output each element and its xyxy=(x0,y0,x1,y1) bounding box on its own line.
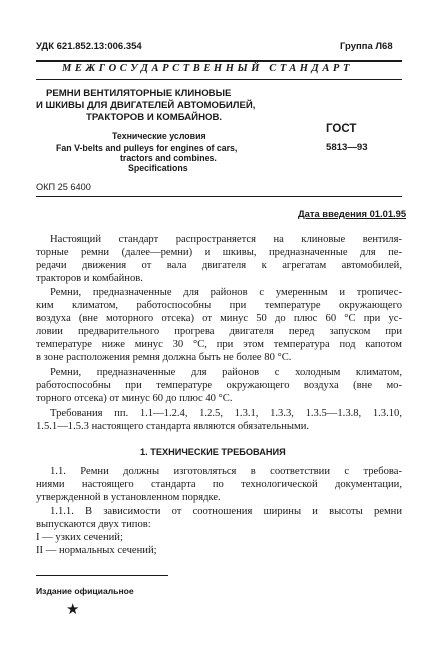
moderate-climate-paragraph xyxy=(36,286,402,364)
text-line: торные ремни (далее—ремни) и шкивы, предназначенные для пе- xyxy=(36,247,402,258)
text-line: торного отсека) от минус 60 до плюс 40 °С. xyxy=(36,393,233,404)
text-line: Ремни, предназначенные для районов с умеренным и тропичес- xyxy=(50,287,402,298)
star-icon: ★ xyxy=(66,602,80,618)
text-line: выпускаются двух типов: xyxy=(36,519,151,530)
title-ru-line-1: РЕМНИ ВЕНТИЛЯТОРНЫЕ КЛИНОВЫЕ xyxy=(46,88,232,99)
title-en-line-1: Fan V-belts and pulleys for engines of cars, xyxy=(56,143,238,153)
text-line: 1.5.1—1.5.3 настоящего стандарта являются обязательными. xyxy=(36,421,310,432)
intro-paragraph xyxy=(36,233,402,285)
section-heading: 1. ТЕХНИЧЕСКИЕ ТРЕБОВАНИЯ xyxy=(140,447,286,457)
title-ru-line-3: ТРАКТОРОВ И КОМБАЙНОВ. xyxy=(86,112,223,123)
text-line: Настоящий стандарт распространяется на клиновые вентиля- xyxy=(50,234,402,245)
text-line: 1.1.1. В зависимости от соотношения ширины и высоты ремни xyxy=(50,506,402,517)
gost-number: 5813—93 xyxy=(326,142,368,153)
types-list xyxy=(36,531,402,557)
text-line: Ремни, предназначенные для районов с холодным климатом, xyxy=(50,367,402,378)
gost-label: ГОСТ xyxy=(326,123,357,135)
official-edition: Издание официальное xyxy=(36,586,134,596)
title-en-line-2: tractors and combines. xyxy=(120,153,217,163)
rule-under-type xyxy=(36,79,402,80)
requirements-paragraph xyxy=(36,407,402,433)
text-line: работоспособны при температуре окружающего воздуха (вне мо- xyxy=(36,380,402,391)
title-en-subtitle: Specifications xyxy=(128,163,188,173)
text-line: ловии предварительного прогрева двигателя перед запуском при xyxy=(36,326,402,337)
text-line: тракторов и комбайнов. xyxy=(36,273,143,284)
text-line: редачи движения от вала двигателя к агрегатам автомобилей, xyxy=(36,260,402,271)
top-rule xyxy=(36,60,402,62)
clause-1-1 xyxy=(36,465,402,504)
standard-type: МЕЖГОСУДАРСТВЕННЫЙ СТАНДАРТ xyxy=(62,63,353,74)
text-line: 1.1. Ремни должны изготовляться в соответствии с требова- xyxy=(50,466,402,477)
title-ru-line-2: И ШКИВЫ ДЛЯ ДВИГАТЕЛЕЙ АВТОМОБИЛЕЙ, xyxy=(36,100,256,111)
okp-code: ОКП 25 6400 xyxy=(36,182,91,192)
cold-climate-paragraph xyxy=(36,366,402,405)
text-line: ниями настоящего стандарта по технологической документации, xyxy=(36,479,402,490)
footer-rule xyxy=(36,575,168,576)
text-line: температуре ниже минус 30 °С, при этом температура под капотом xyxy=(36,339,402,350)
list-item: II — нормальных сечений; xyxy=(36,545,157,556)
text-line: воздуха (вне моторного отсека) от минус 50 до плюс 60 °С при ус- xyxy=(36,313,402,324)
effective-date: Дата введения 01.01.95 xyxy=(298,208,407,219)
text-line: ким климатом, работоспособны при температуре окружающего xyxy=(36,300,402,311)
text-line: в зоне расположения ремня должна быть не более 80 °С. xyxy=(36,352,292,363)
clause-1-1-1 xyxy=(36,505,402,531)
group-code: Группа Л68 xyxy=(340,41,393,52)
title-ru-subtitle: Технические условия xyxy=(112,131,206,141)
rule-under-title xyxy=(36,196,402,197)
text-line: утвержденной в установленном порядке. xyxy=(36,492,221,503)
list-item: I — узких сечений; xyxy=(36,532,123,543)
text-line: Требования пп. 1.1—1.2.4, 1.2.5, 1.3.1, 1.3.3, 1.3.5—1.3.8, 1.3.10, xyxy=(50,408,402,419)
udc-code: УДК 621.852.13:006.354 xyxy=(36,41,142,52)
